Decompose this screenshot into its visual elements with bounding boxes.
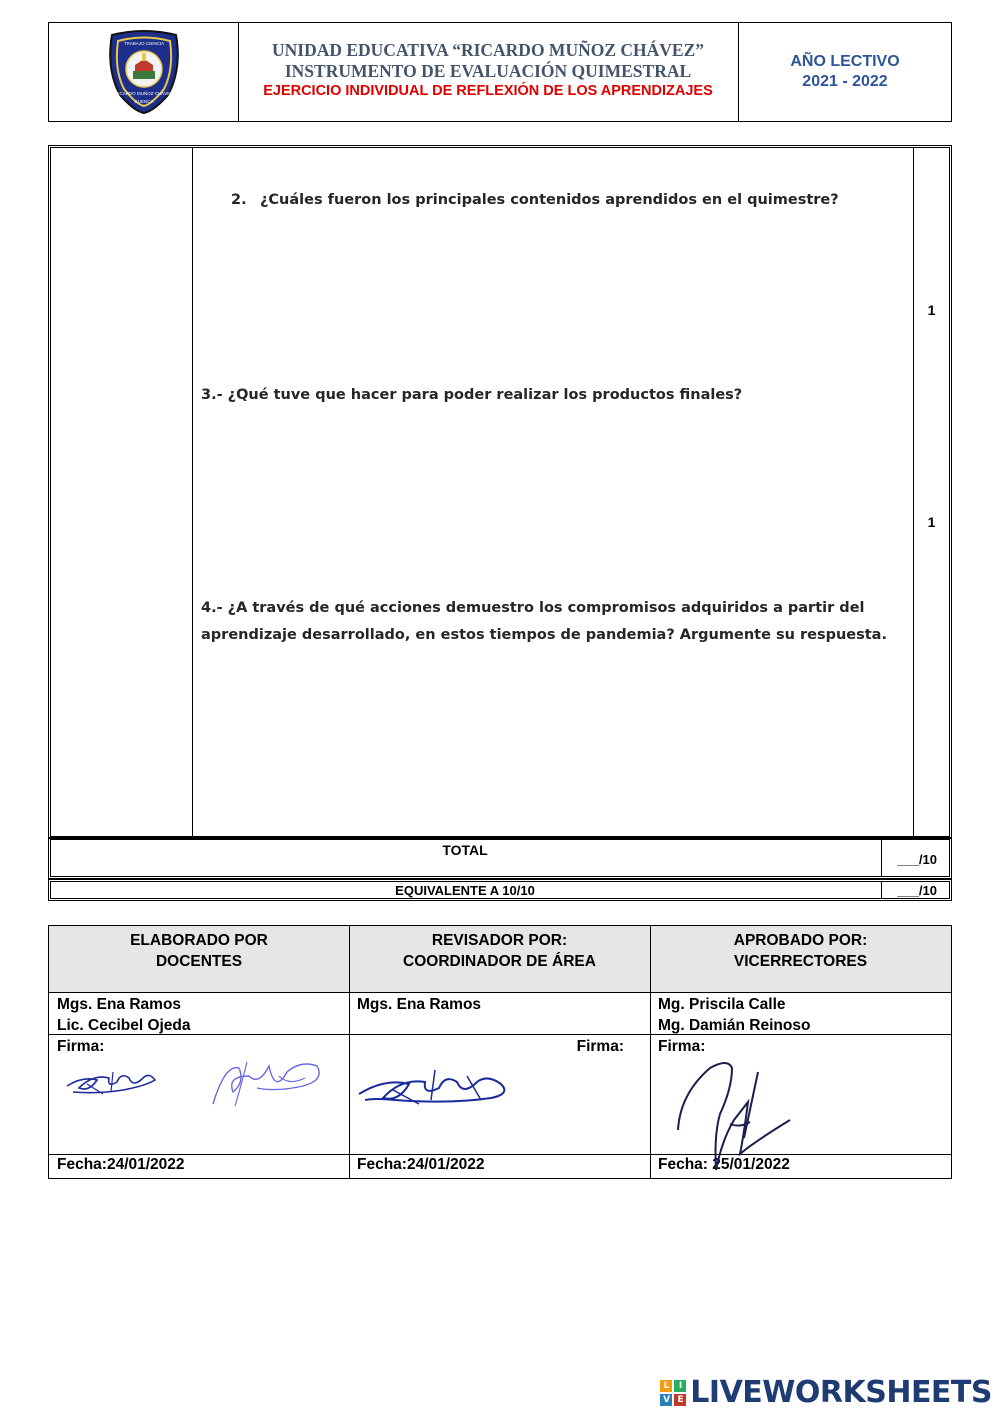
school-name: UNIDAD EDUCATIVA “RICARDO MUÑOZ CHÁVEZ” bbox=[271, 40, 705, 60]
logo-bottom-text: CUENCA bbox=[133, 99, 154, 104]
logo-top-text: TRABAJO CIENCIA bbox=[123, 41, 164, 46]
aprobado-firma-label: Firma: bbox=[658, 1038, 706, 1055]
question-4-line1: 4.- ¿A través de qué acciones demuestro los compromisos adquiridos a partir del bbox=[201, 600, 865, 616]
elaborado-column bbox=[49, 926, 349, 1178]
signature-ramos-icon bbox=[63, 1064, 163, 1100]
elaborado-name-1: Mgs. Ena Ramos bbox=[57, 996, 182, 1013]
logo-cell bbox=[49, 23, 239, 121]
title-cell bbox=[238, 23, 739, 121]
liveworksheets-brand bbox=[660, 1375, 992, 1410]
elaborado-header-line1: ELABORADO POR bbox=[130, 932, 268, 949]
elaborado-name-2: Lic. Cecibel Ojeda bbox=[57, 1017, 191, 1034]
logo-letter: L bbox=[660, 1380, 672, 1392]
question-3-score: 1 bbox=[927, 514, 936, 530]
revisado-header bbox=[349, 926, 650, 972]
instrument-title: INSTRUMENTO DE EVALUACIÓN QUIMESTRAL bbox=[284, 61, 692, 81]
brand-text: LIVEWORKSHEETS bbox=[690, 1375, 992, 1410]
equivalent-label: EQUIVALENTE A 10/10 bbox=[395, 883, 535, 898]
aprobado-header bbox=[650, 926, 951, 972]
left-column bbox=[51, 148, 193, 836]
elaborado-firma-label: Firma: bbox=[57, 1038, 105, 1055]
aprobado-name-1: Mg. Priscila Calle bbox=[658, 996, 786, 1013]
revisado-fecha: Fecha:24/01/2022 bbox=[357, 1156, 485, 1173]
signatures-table bbox=[48, 925, 952, 1179]
signature-ramos-coordinator-icon bbox=[355, 1064, 517, 1110]
logo-letter: I bbox=[674, 1380, 686, 1392]
elaborado-header-line2: DOCENTES bbox=[155, 953, 243, 970]
logo-letter: V bbox=[660, 1394, 672, 1406]
liveworksheets-logo-icon bbox=[660, 1380, 686, 1406]
logo-ring-text: RICARDO MUÑOZ CHÁVEZ bbox=[114, 91, 173, 96]
question-2-number: 2. bbox=[231, 192, 247, 208]
aprobado-names bbox=[658, 994, 810, 1036]
question-4-line2: aprendizaje desarrollado, en estos tiempos de pandemia? Argumente su respuesta. bbox=[201, 627, 887, 643]
revisado-names bbox=[357, 994, 481, 1015]
signature-vicerrector-icon bbox=[670, 1054, 810, 1180]
elaborado-names bbox=[57, 994, 191, 1036]
signature-ojeda-icon bbox=[205, 1056, 329, 1112]
aprobado-header-line2: VICERRECTORES bbox=[733, 953, 868, 970]
equivalent-row bbox=[48, 879, 952, 901]
revisado-header-line1: REVISADOR POR: bbox=[431, 932, 568, 949]
aprobado-column bbox=[650, 926, 951, 1178]
exercise-title: EJERCICIO INDIVIDUAL DE REFLEXIÓN DE LOS APRENDIZAJES bbox=[263, 83, 713, 99]
elaborado-fecha: Fecha:24/01/2022 bbox=[57, 1156, 185, 1173]
question-3-text: 3.- ¿Qué tuve que hacer para poder realizar los productos finales? bbox=[201, 387, 743, 403]
total-label: TOTAL bbox=[442, 842, 488, 858]
score-column bbox=[913, 148, 949, 836]
header-table bbox=[48, 22, 952, 122]
school-crest-icon bbox=[102, 29, 186, 115]
aprobado-name-2: Mg. Damián Reinoso bbox=[658, 1017, 811, 1034]
total-value: ___/10 bbox=[881, 840, 949, 876]
question-2-score: 1 bbox=[927, 302, 936, 318]
revisado-name-1: Mgs. Ena Ramos bbox=[357, 996, 482, 1013]
year-value: 2021 - 2022 bbox=[802, 73, 888, 90]
year-cell bbox=[738, 23, 952, 121]
equivalent-value: ___/10 bbox=[881, 882, 949, 898]
logo-letter: E bbox=[674, 1394, 686, 1406]
year-label: AÑO LECTIVO bbox=[790, 53, 900, 70]
aprobado-fecha: Fecha: 25/01/2022 bbox=[658, 1156, 790, 1173]
question-2-text: ¿Cuáles fueron los principales contenidos aprendidos en el quimestre? bbox=[260, 192, 839, 208]
questions-table bbox=[48, 145, 952, 839]
elaborado-header bbox=[49, 926, 349, 972]
revisado-firma-label: Firma: bbox=[576, 1038, 624, 1055]
revisado-column bbox=[349, 926, 650, 1178]
aprobado-header-line1: APROBADO POR: bbox=[733, 932, 868, 949]
total-row bbox=[48, 837, 952, 879]
revisado-header-line2: COORDINADOR DE ÁREA bbox=[403, 953, 596, 970]
